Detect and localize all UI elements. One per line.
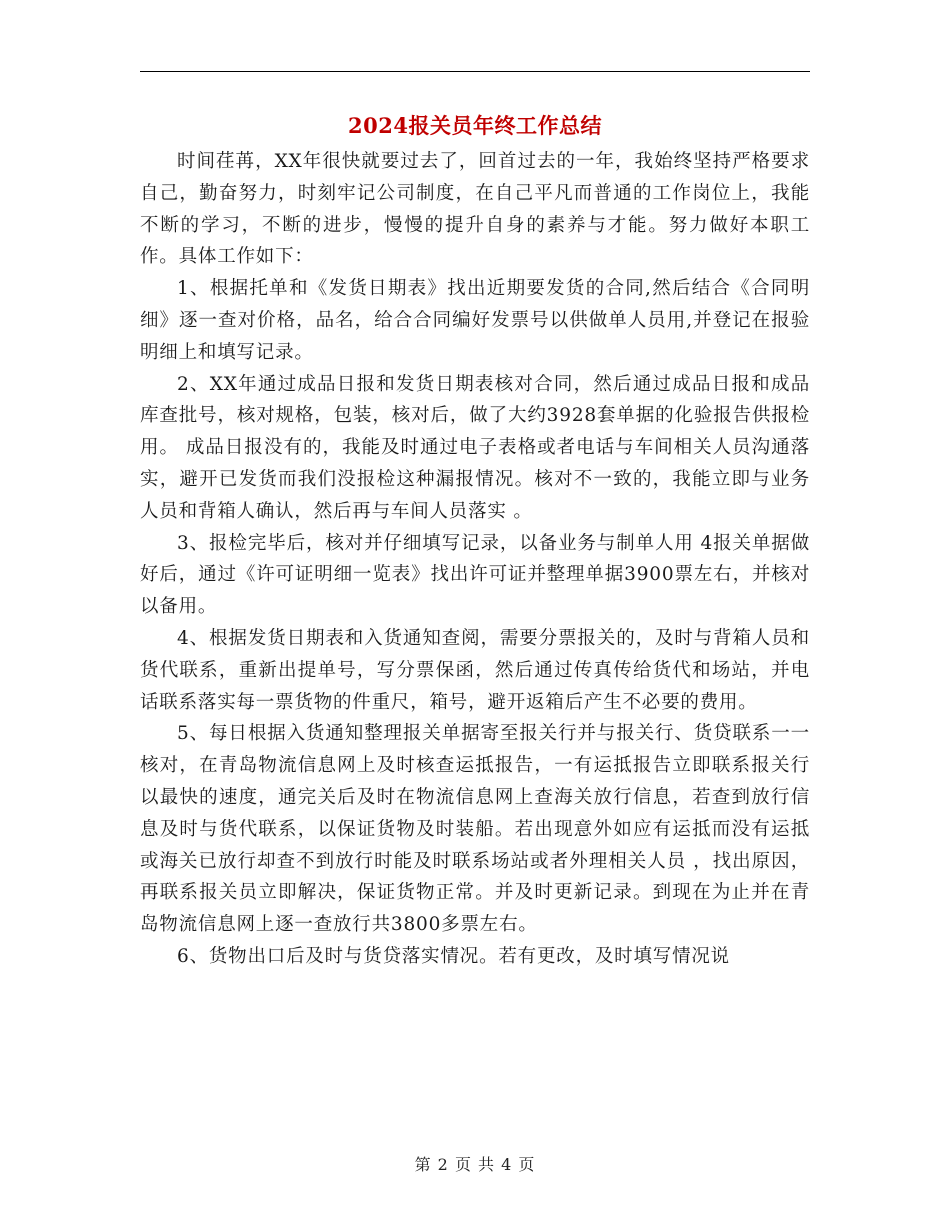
paragraph-item-3: 3、报检完毕后，核对并仔细填写记录，以备业务与制单人用 4报关单据做好后，通过《许可证明细一览表》找出许可证并整理单据3900票左右，并核对以备用。 xyxy=(140,532,810,618)
paragraph-item-1: 1、根据托单和《发货日期表》找出近期要发货的合同,然后结合《合同明细》逐一查对价格，品名，给合合同编好发票号以供做单人员用,并登记在报验明细上和填写记录。 xyxy=(140,278,810,363)
paragraph-intro: 时间荏苒，XX年很快就要过去了，回首过去的一年，我始终坚持严格要求自己，勤奋努力，时刻牢记公司制度，在自己平凡而普通的工作岗位上，我能不断的学习，不断的进步，慢慢的提升自身的素养与才能。努力做好本职工作。具体工作如下： xyxy=(140,151,810,268)
paragraph-item-5: 5、每日根据入货通知整理报关单据寄至报关行并与报关行、货贷联系一一核对，在青岛物流信息网上及时核查运抵报告，一有运抵报告立即联系报关行以最快的速度，通完关后及时在物流信息网上查海关放行信息，若查到放行信息及时与货代联系，以保证货物及时装船。若出现意外如应有运抵而没有运抵或海关已放行却查不到放行时能及时联系场站或者外理相关人员 ，找出原因，再联系报关员立即解决，保证货物正常。并及时更新记录。到现在为止并在青岛物流信息网上逐一查放行共3800多票左右。 xyxy=(140,723,810,936)
paragraph-item-4: 4、根据发货日期表和入货通知查阅，需要分票报关的，及时与背箱人员和货代联系，重新出提单号，写分票保函，然后通过传真传给货代和场站，并电话联系落实每一票货物的件重尺，箱号，避开返箱后产生不必要的费用。 xyxy=(140,627,810,713)
page-number: 第 2 页 共 4 页 xyxy=(414,1155,536,1174)
paragraph-item-2: 2、XX年通过成品日报和发货日期表核对合同，然后通过成品日报和成品库查批号，核对规格，包装，核对后，做了大约3928套单据的化验报告供报检用。 成品日报没有的，我能及时通过电子表格或者电话与车间相关人员沟通落实，避开已发货而我们没报检这种漏报情况。核对不一致的，我能立即与业务人员和背箱人确认，然后再与车间人员落实 。 xyxy=(140,373,810,522)
document-title: 2024报关员年终工作总结 xyxy=(348,113,602,138)
header-rule xyxy=(140,71,810,72)
paragraph-item-6: 6、货物出口后及时与货贷落实情况。若有更改，及时填写情况说 xyxy=(177,945,730,967)
document-body xyxy=(140,146,810,973)
